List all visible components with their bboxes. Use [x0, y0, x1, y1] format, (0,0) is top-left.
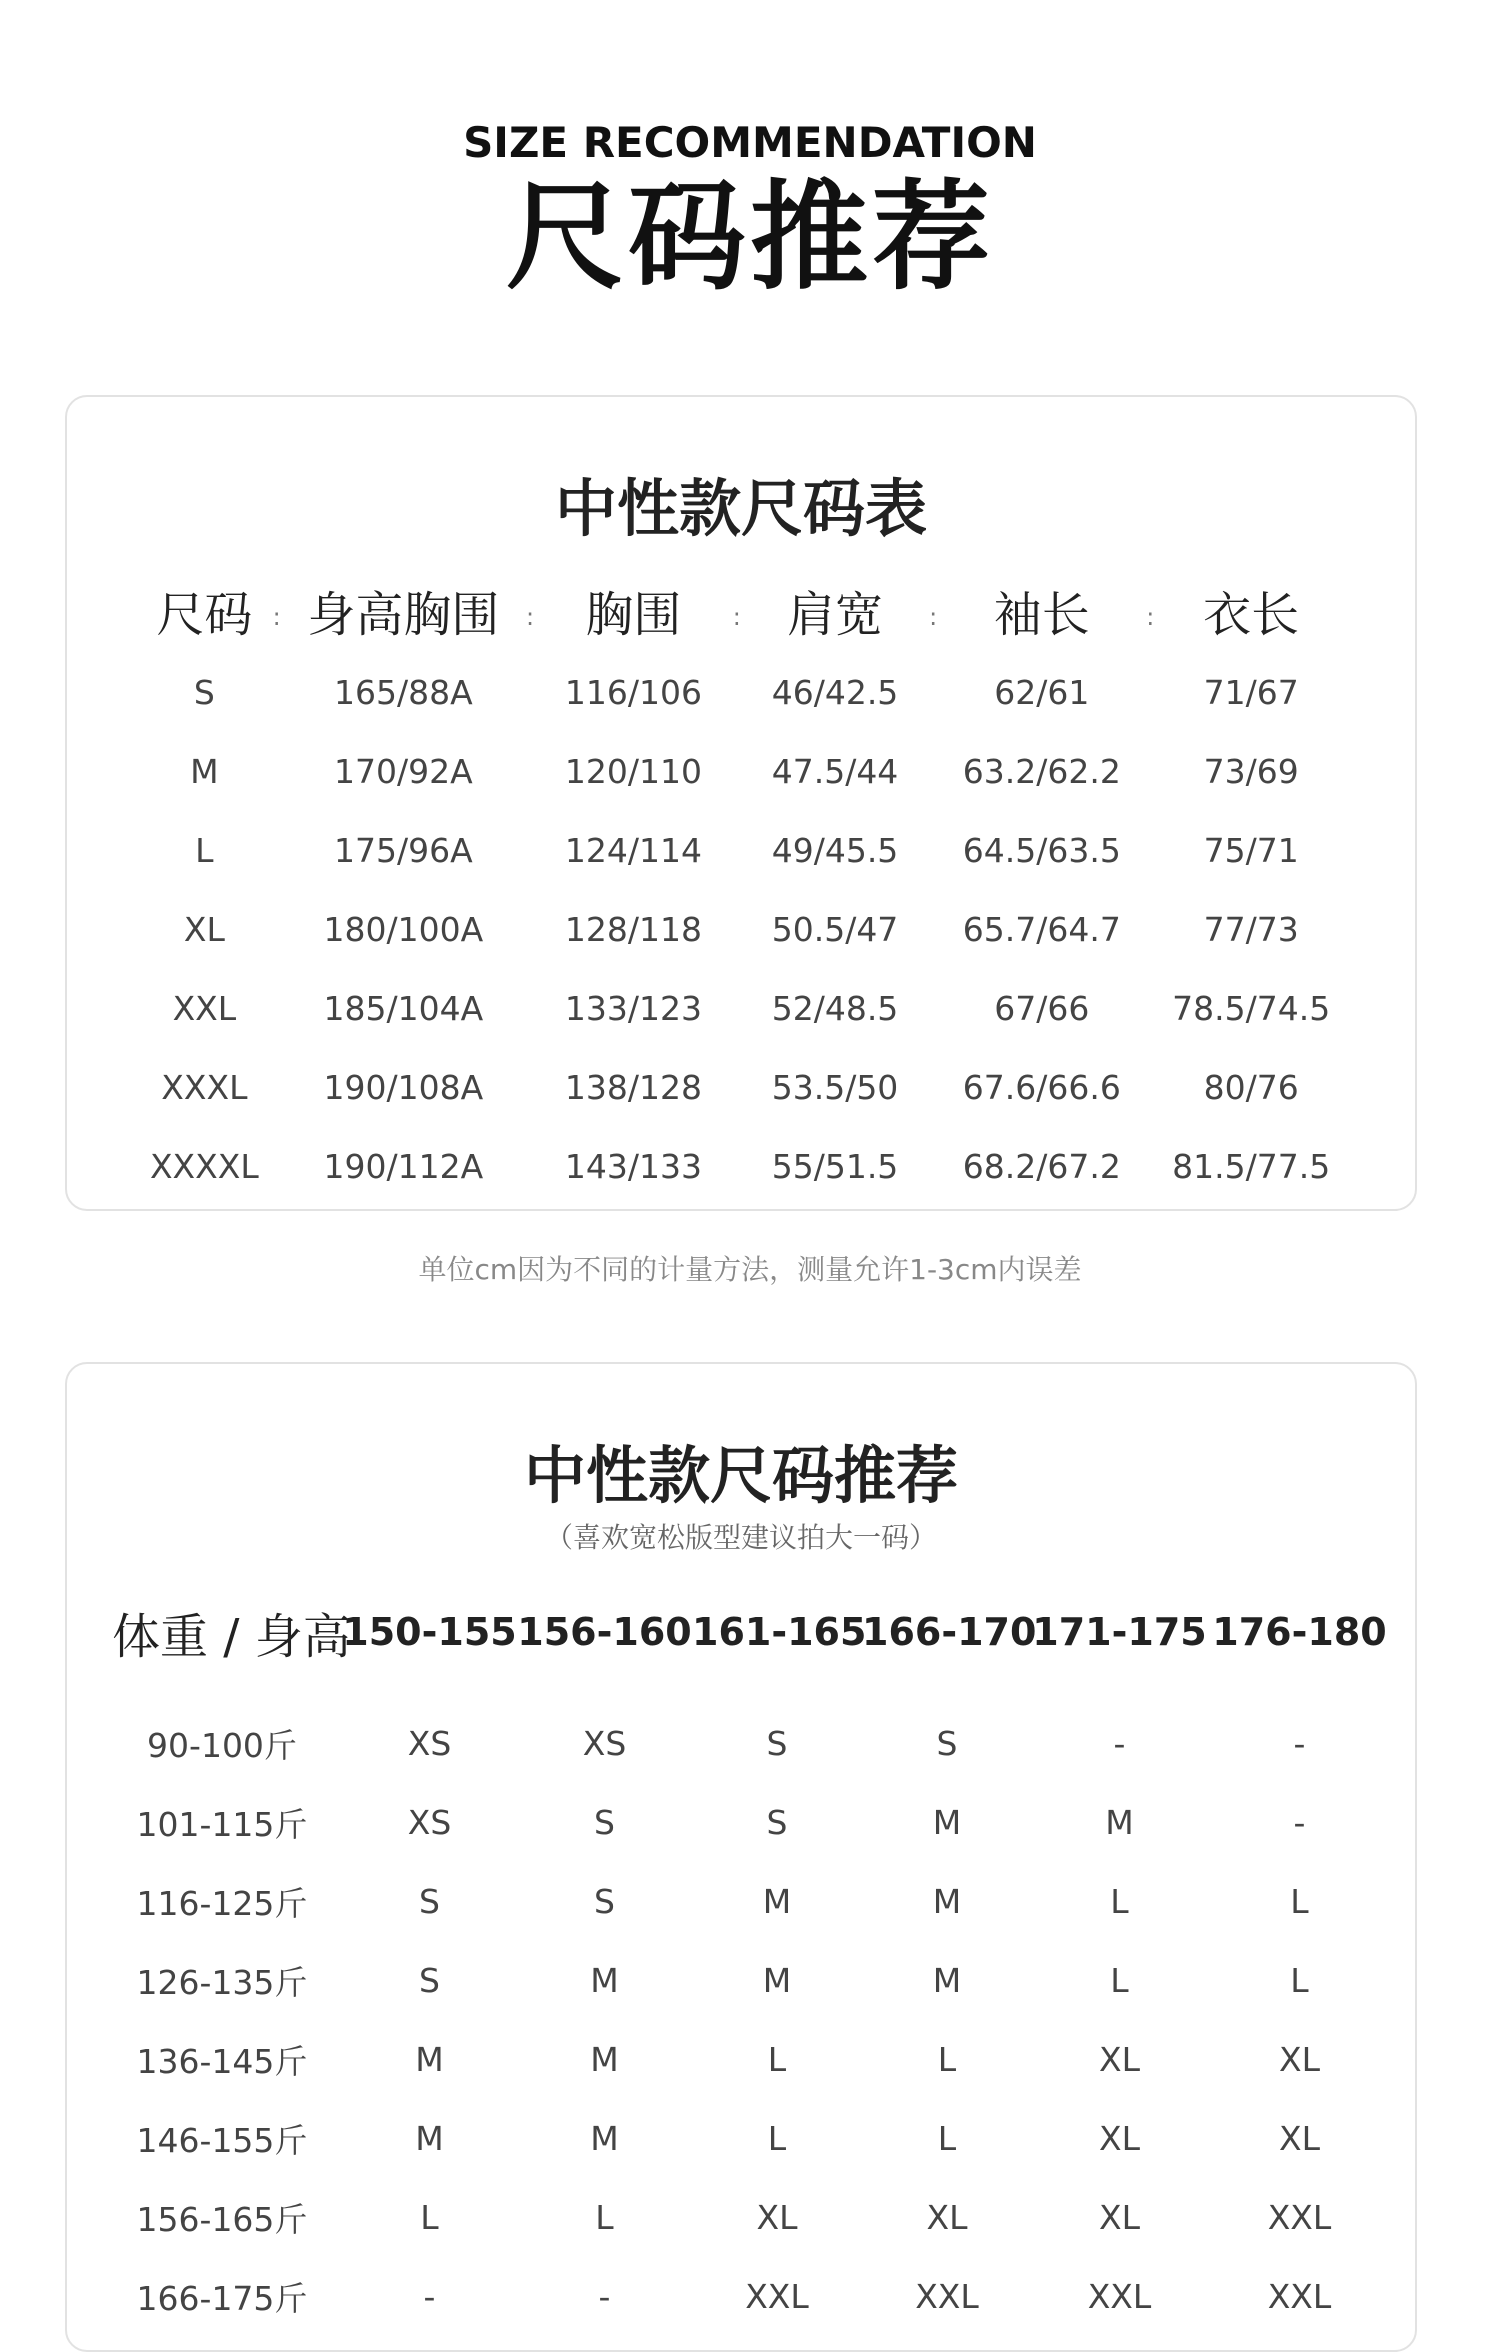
table-cell: XL: [183, 910, 225, 949]
table-cell: 46/42.5: [771, 673, 899, 712]
table-row: [132, 969, 1352, 1048]
table-cell: 67/66: [994, 989, 1090, 1028]
table-cell: 146-155斤: [136, 2121, 308, 2160]
table-cell: XXL: [1267, 2198, 1332, 2237]
size-chart-table: [132, 567, 1352, 1206]
table-cell: 53.5/50: [771, 1068, 899, 1107]
table-cell: S: [419, 1882, 440, 1921]
recommendation-subtitle: （喜欢宽松版型建议拍大一码）: [544, 1521, 937, 1554]
table-cell: S: [594, 1882, 615, 1921]
table-cell: L: [937, 2119, 957, 2158]
table-cell: 90-100斤: [147, 1726, 297, 1765]
header-cell: 衣长: [1203, 586, 1300, 643]
table-cell: 136-145斤: [136, 2042, 308, 2081]
table-cell: XL: [1099, 2198, 1140, 2237]
table-cell: 63.2/62.2: [962, 752, 1121, 791]
size-chart-title: 中性款尺码表: [554, 472, 927, 545]
table-cell: -: [598, 2277, 611, 2316]
table-row: [102, 1862, 1392, 1941]
table-cell: S: [936, 1724, 958, 1763]
table-cell: -: [423, 2277, 436, 2316]
table-cell: XXXXL: [149, 1147, 259, 1186]
table-cell: XS: [407, 1724, 452, 1763]
table-cell: -: [1113, 1724, 1126, 1763]
recommendation-card: [65, 1362, 1417, 2352]
header-cell: 体重 / 身高: [112, 1608, 351, 1665]
hero-title-zh: 尺码推荐: [505, 168, 994, 306]
table-cell: L: [767, 2040, 787, 2079]
table-cell: 166-175斤: [136, 2279, 308, 2318]
table-cell: XL: [1099, 2040, 1140, 2079]
table-cell: 47.5/44: [771, 752, 899, 791]
header-cell: 肩宽 :: [787, 586, 938, 643]
table-cell: L: [195, 831, 214, 870]
table-cell: XL: [1279, 2119, 1320, 2158]
table-cell: S: [766, 1803, 788, 1842]
table-cell: 101-115斤: [136, 1805, 308, 1844]
header-cell: 胸围 :: [585, 586, 741, 643]
table-cell: S: [419, 1961, 440, 2000]
table-row: [132, 1127, 1352, 1206]
table-cell: L: [1110, 1961, 1129, 2000]
table-cell: S: [594, 1803, 615, 1842]
recommendation-header-row: [102, 1582, 1392, 1682]
table-cell: -: [1293, 1724, 1306, 1763]
table-cell: 64.5/63.5: [962, 831, 1121, 870]
table-cell: L: [1110, 1882, 1129, 1921]
table-row: [102, 2020, 1392, 2099]
table-row: [132, 1048, 1352, 1127]
table-cell: 78.5/74.5: [1172, 989, 1331, 1028]
table-cell: M: [415, 2040, 444, 2079]
table-row: [132, 890, 1352, 969]
table-cell: XXL: [915, 2277, 979, 2316]
table-cell: 68.2/67.2: [962, 1147, 1121, 1186]
table-cell: L: [1290, 1961, 1309, 2000]
table-cell: M: [932, 1961, 962, 2000]
table-row: [102, 1783, 1392, 1862]
header-cell: 166-170: [862, 1610, 1037, 1654]
table-cell: XL: [756, 2198, 798, 2237]
table-cell: M: [932, 1882, 962, 1921]
table-row: [102, 2178, 1392, 2257]
table-cell: 49/45.5: [771, 831, 899, 870]
header-cell: 176-180: [1212, 1610, 1387, 1654]
header-cell: 尺码 :: [156, 586, 281, 643]
header-cell: 161-165: [692, 1610, 867, 1654]
table-cell: 143/133: [564, 1147, 702, 1186]
table-cell: L: [1290, 1882, 1309, 1921]
size-chart-card: [65, 395, 1417, 1211]
table-cell: M: [590, 2040, 619, 2079]
table-cell: L: [767, 2119, 787, 2158]
table-cell: 73/69: [1203, 752, 1299, 791]
table-cell: XXL: [172, 989, 237, 1028]
table-cell: 138/128: [564, 1068, 702, 1107]
table-cell: M: [762, 1882, 792, 1921]
table-cell: M: [590, 2119, 619, 2158]
table-cell: 55/51.5: [771, 1147, 899, 1186]
table-cell: M: [590, 1961, 619, 2000]
table-cell: 120/110: [564, 752, 702, 791]
table-cell: 116/106: [564, 673, 702, 712]
table-row: [132, 653, 1352, 732]
table-cell: 156-165斤: [136, 2200, 308, 2239]
header-cell: 身高胸围 :: [307, 586, 535, 643]
measurement-note: 单位cm因为不同的计量方法，测量允许1-3cm内误差: [418, 1253, 1082, 1286]
table-cell: 190/112A: [323, 1147, 484, 1186]
table-cell: -: [1293, 1803, 1306, 1842]
table-cell: 133/123: [564, 989, 702, 1028]
table-cell: 77/73: [1203, 910, 1299, 949]
table-cell: 128/118: [564, 910, 702, 949]
table-cell: 52/48.5: [771, 989, 899, 1028]
table-row: [132, 811, 1352, 890]
table-cell: XXXL: [161, 1068, 248, 1107]
table-cell: XL: [1279, 2040, 1320, 2079]
table-cell: 65.7/64.7: [962, 910, 1121, 949]
table-cell: L: [420, 2198, 439, 2237]
table-cell: 75/71: [1203, 831, 1299, 870]
table-cell: XXL: [1087, 2277, 1152, 2316]
table-cell: 175/96A: [334, 831, 473, 870]
table-cell: XL: [1099, 2119, 1140, 2158]
table-cell: XS: [582, 1724, 627, 1763]
table-row: [132, 732, 1352, 811]
table-cell: M: [190, 752, 219, 791]
table-cell: S: [193, 673, 215, 712]
table-cell: M: [932, 1803, 962, 1842]
table-cell: XXL: [1267, 2277, 1332, 2316]
table-cell: XXL: [745, 2277, 809, 2316]
table-cell: 116-125斤: [136, 1884, 308, 1923]
table-cell: 80/76: [1203, 1068, 1299, 1107]
header-cell: 150-155: [342, 1610, 517, 1654]
table-cell: M: [762, 1961, 792, 2000]
table-cell: S: [766, 1724, 788, 1763]
table-cell: L: [595, 2198, 614, 2237]
table-cell: 170/92A: [334, 752, 473, 791]
table-cell: 165/88A: [334, 673, 473, 712]
table-cell: 71/67: [1203, 673, 1299, 712]
table-cell: 185/104A: [323, 989, 484, 1028]
table-cell: 62/61: [994, 673, 1090, 712]
header-cell: 171-175: [1032, 1610, 1207, 1654]
size-chart-header-row: [132, 567, 1352, 653]
table-cell: 124/114: [564, 831, 702, 870]
table-cell: 126-135斤: [136, 1963, 308, 2002]
table-cell: M: [1105, 1803, 1134, 1842]
table-cell: 180/100A: [323, 910, 484, 949]
recommendation-table: [102, 1582, 1392, 2336]
recommendation-title: 中性款尺码推荐: [523, 1439, 958, 1512]
table-cell: L: [937, 2040, 957, 2079]
table-cell: M: [415, 2119, 444, 2158]
table-cell: XS: [407, 1803, 452, 1842]
hero-title-en: SIZE RECOMMENDATION: [463, 118, 1037, 167]
table-cell: XL: [926, 2198, 968, 2237]
table-row: [102, 1941, 1392, 2020]
table-cell: 67.6/66.6: [962, 1068, 1121, 1107]
table-row: [102, 2257, 1392, 2336]
header-cell: 袖长 :: [993, 586, 1155, 643]
table-cell: 81.5/77.5: [1172, 1147, 1331, 1186]
table-row: [102, 2099, 1392, 2178]
header-cell: 156-160: [517, 1610, 692, 1654]
table-row: [102, 1704, 1392, 1783]
table-cell: 50.5/47: [771, 910, 899, 949]
table-cell: 190/108A: [323, 1068, 484, 1107]
